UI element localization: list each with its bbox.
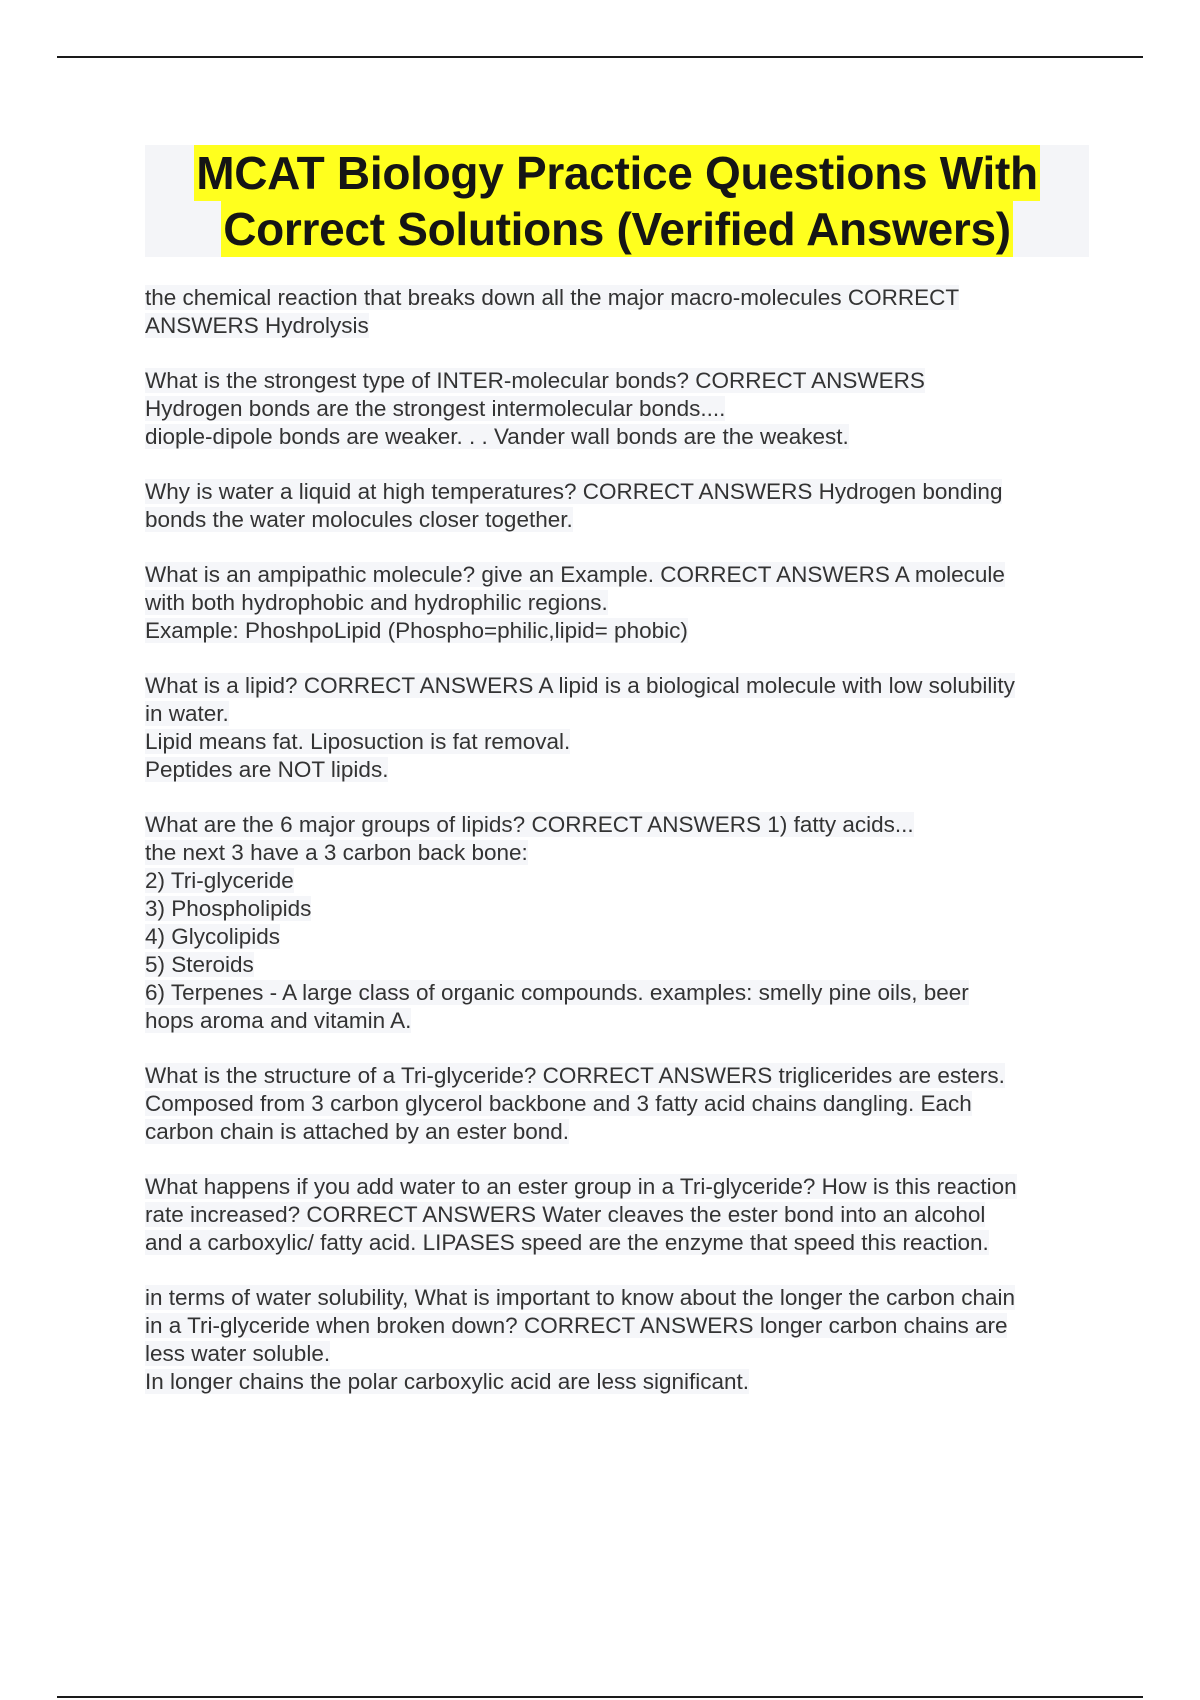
qa-line	[145, 700, 1095, 728]
qa-entry	[145, 1284, 1095, 1396]
qa-line-text: diople-dipole bonds are weaker. . . Vander wall bonds are the weakest.	[145, 424, 849, 449]
qa-line	[145, 395, 1095, 423]
qa-line-text: What happens if you add water to an ester group in a Tri-glyceride? How is this reaction	[145, 1174, 1017, 1199]
qa-entry	[145, 1173, 1095, 1257]
qa-line-text: What is a lipid? CORRECT ANSWERS A lipid is a biological molecule with low solubility	[145, 673, 1015, 698]
qa-line-text: What is the strongest type of INTER-molecular bonds? CORRECT ANSWERS	[145, 368, 925, 393]
qa-list	[145, 284, 1095, 1423]
qa-line	[145, 923, 1095, 951]
qa-line-text: Hydrogen bonds are the strongest intermolecular bonds....	[145, 396, 726, 421]
title-line-1: MCAT Biology Practice Questions With	[196, 147, 1038, 199]
qa-line-text: 5) Steroids	[145, 952, 254, 977]
qa-line	[145, 1284, 1095, 1312]
qa-line-text: hops aroma and vitamin A.	[145, 1008, 412, 1033]
title-line-2: Correct Solutions (Verified Answers)	[223, 203, 1011, 255]
qa-line-text: and a carboxylic/ fatty acid. LIPASES speed are the enzyme that speed this reaction.	[145, 1230, 989, 1255]
qa-line	[145, 589, 1095, 617]
qa-line	[145, 506, 1095, 534]
top-rule	[57, 56, 1143, 58]
qa-line-text: the next 3 have a 3 carbon back bone:	[145, 840, 528, 865]
qa-entry	[145, 284, 1095, 340]
qa-line	[145, 1340, 1095, 1368]
bottom-rule	[57, 1696, 1143, 1698]
qa-line	[145, 1368, 1095, 1396]
qa-line-text: What is the structure of a Tri-glyceride? CORRECT ANSWERS triglicerides are esters.	[145, 1063, 1005, 1088]
qa-line	[145, 1062, 1095, 1090]
qa-line	[145, 1201, 1095, 1229]
qa-line-text: 2) Tri-glyceride	[145, 868, 294, 893]
qa-entry	[145, 672, 1095, 784]
qa-line	[145, 951, 1095, 979]
qa-line-text: with both hydrophobic and hydrophilic regions.	[145, 590, 608, 615]
qa-line	[145, 312, 1095, 340]
qa-line	[145, 478, 1095, 506]
qa-line	[145, 895, 1095, 923]
qa-line-text: 6) Terpenes - A large class of organic compounds. examples: smelly pine oils, beer	[145, 980, 969, 1005]
qa-line	[145, 672, 1095, 700]
qa-line-text: in a Tri-glyceride when broken down? CORRECT ANSWERS longer carbon chains are	[145, 1313, 1008, 1338]
qa-line-text: What are the 6 major groups of lipids? CORRECT ANSWERS 1) fatty acids...	[145, 812, 914, 837]
qa-entry	[145, 561, 1095, 645]
qa-line	[145, 728, 1095, 756]
qa-line-text: carbon chain is attached by an ester bond.	[145, 1119, 570, 1144]
qa-line-text: 3) Phospholipids	[145, 896, 312, 921]
qa-line	[145, 1118, 1095, 1146]
qa-line	[145, 839, 1095, 867]
qa-line-text: What is an ampipathic molecule? give an Example. CORRECT ANSWERS A molecule	[145, 562, 1005, 587]
qa-line	[145, 1312, 1095, 1340]
qa-line	[145, 561, 1095, 589]
qa-line-text: Example: PhoshpoLipid (Phospho=philic,lipid= phobic)	[145, 618, 688, 643]
qa-entry	[145, 1062, 1095, 1146]
qa-line	[145, 1007, 1095, 1035]
qa-line-text: Peptides are NOT lipids.	[145, 757, 389, 782]
qa-entry	[145, 367, 1095, 451]
qa-entry	[145, 478, 1095, 534]
qa-line	[145, 423, 1095, 451]
qa-line	[145, 979, 1095, 1007]
qa-line	[145, 284, 1095, 312]
qa-line-text: In longer chains the polar carboxylic acid are less significant.	[145, 1369, 750, 1394]
qa-line	[145, 811, 1095, 839]
qa-line	[145, 1229, 1095, 1257]
qa-line-text: Composed from 3 carbon glycerol backbone and 3 fatty acid chains dangling. Each	[145, 1091, 972, 1116]
qa-line	[145, 867, 1095, 895]
qa-entry	[145, 811, 1095, 1035]
qa-line-text: ANSWERS Hydrolysis	[145, 313, 369, 338]
qa-line-text: Lipid means fat. Liposuction is fat removal.	[145, 729, 571, 754]
qa-line-text: 4) Glycolipids	[145, 924, 281, 949]
qa-line	[145, 367, 1095, 395]
qa-line	[145, 756, 1095, 784]
qa-line	[145, 1173, 1095, 1201]
qa-line-text: Why is water a liquid at high temperatures? CORRECT ANSWERS Hydrogen bonding	[145, 479, 1003, 504]
qa-line	[145, 617, 1095, 645]
qa-line	[145, 1090, 1095, 1118]
qa-line-text: in terms of water solubility, What is important to know about the longer the carbon chain	[145, 1285, 1016, 1310]
qa-line-text: less water soluble.	[145, 1341, 331, 1366]
qa-line-text: bonds the water molocules closer together.	[145, 507, 573, 532]
qa-line-text: the chemical reaction that breaks down all the major macro-molecules CORRECT	[145, 285, 960, 310]
qa-line-text: in water.	[145, 701, 229, 726]
document-title	[145, 145, 1089, 257]
qa-line-text: rate increased? CORRECT ANSWERS Water cleaves the ester bond into an alcohol	[145, 1202, 986, 1227]
